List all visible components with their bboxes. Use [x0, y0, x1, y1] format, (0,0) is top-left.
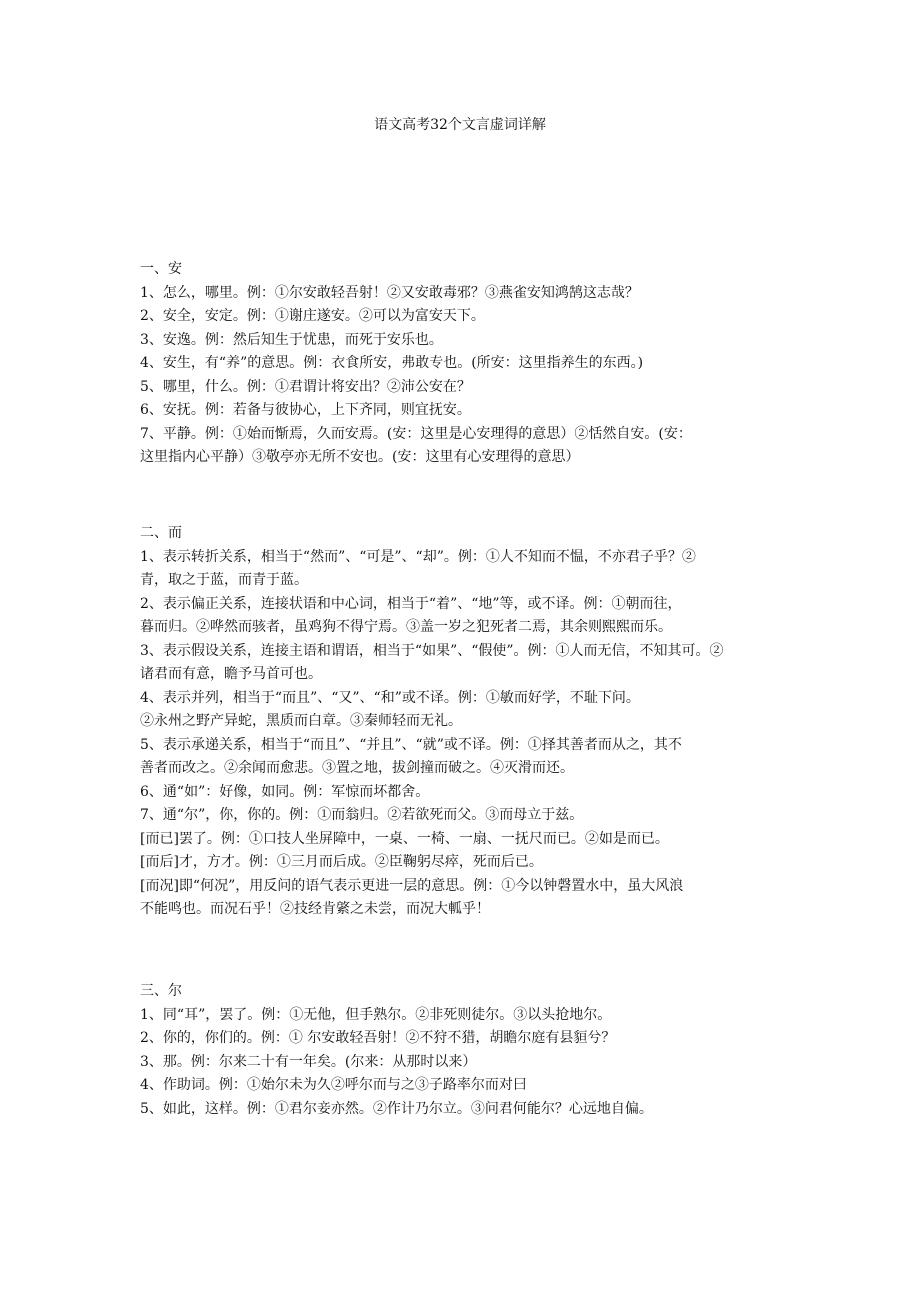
text-line: 善者而改之。②余闻而愈悲。③置之地，拔剑撞而破之。④灭滑而还。	[140, 760, 574, 776]
text-line: 5、表示承递关系，相当于“而且”、“并且”、“就”或不译。例：①择其善者而从之，其不	[140, 736, 682, 753]
text-line: [而况]即“何况”，用反问的语气表示更进一层的意思。例：①今以钟磬置水中，虽大风浪	[140, 877, 684, 894]
text-line: 3、那。例：尔来二十有一年矣。(尔来：从那时以来）	[140, 1053, 477, 1070]
text-line: 暮而归。②哗然而骇者，虽鸡狗不得宁焉。③盖一岁之犯死者二焉，其余则熙熙而乐。	[140, 619, 672, 635]
text-line: 3、安逸。例：然后知生于忧患，而死于安乐也。	[140, 331, 443, 348]
text-line: 4、作助词。例：①始尔未为久②呼尔而与之③子路率尔而对曰	[140, 1077, 527, 1093]
text-line: [而后]才，方才。例：①三月而后成。②臣鞠躬尽瘁，死而后已。	[140, 854, 543, 870]
section-er2	[140, 980, 788, 1121]
text-line: 2、表示偏正关系，连接状语和中心词，相当于“着”、“地”等，或不译。例：①朝而往，	[140, 595, 682, 612]
text-line: 不能鸣也。而况石乎！②技经肯綮之未尝，而况大軱乎！	[140, 901, 490, 917]
section-er	[140, 522, 788, 922]
text-line: 这里指内心平静）③敬亭亦无所不安也。(安：这里有心安理得的意思）	[140, 449, 580, 465]
text-line: 4、安生，有“养”的意思。例：衣食所安，弗敢专也。(所安：这里指养生的东西。)	[140, 355, 644, 371]
text-line: 5、如此，这样。例：①君尔妾亦然。②作计乃尔立。③问君何能尔？心远地自偏。	[140, 1100, 653, 1117]
text-line: ②永州之野产异蛇，黑质而白章。③秦师轻而无礼。	[140, 713, 462, 729]
section-heading: 二、而	[140, 525, 182, 541]
text-line: 7、平静。例：①始而惭焉，久而安焉。(安：这里是心安理得的意思）②恬然自安。(安：	[140, 425, 692, 442]
text-line: [而已]罢了。例：①口技人坐屏障中，一桌、一椅、一扇、一抚尺而已。②如是而已。	[140, 830, 669, 847]
section-an	[140, 258, 788, 470]
text-line: 3、表示假设关系，连接主语和谓语，相当于“如果”、“假使”。例：①人而无信，不知其可。②	[140, 642, 724, 659]
text-line: 5、哪里，什么。例：①君谓计将安出？②沛公安在？	[140, 378, 471, 395]
text-line: 7、通“尔”，你，你的。例：①而翁归。②若欲死而父。③而母立于兹。	[140, 807, 584, 823]
text-line: 2、安全，安定。例：①谢庄遂安。②可以为富安天下。	[140, 308, 485, 324]
section-heading: 一、安	[140, 261, 182, 277]
section-heading: 三、尔	[140, 983, 182, 999]
text-line: 2、你的，你们的。例：① 尔安敢轻吾射！②不狩不猎，胡瞻尔庭有县貆兮？	[140, 1030, 616, 1046]
text-line: 1、表示转折关系，相当于“然而”、“可是”、“却”。例：①人不知而不愠，不亦君子乎？②	[140, 548, 696, 565]
document-title: 语文高考32个文言虚词详解	[374, 117, 546, 133]
text-line: 诸君而有意，瞻予马首可也。	[140, 666, 322, 682]
text-line: 1、怎么，哪里。例：①尔安敢轻吾射！②又安敢毒邪？③燕雀安知鸿鹄这志哉？	[140, 284, 639, 301]
text-line: 青，取之于蓝，而青于蓝。	[140, 572, 308, 588]
text-line: 4、表示并列，相当于“而且”、“又”、“和”或不译。例：①敏而好学，不耻下问。	[140, 689, 640, 706]
text-line: 6、安抚。例：若备与彼协心，上下齐同，则宜抚安。	[140, 402, 471, 418]
text-line: 1、同“耳”，罢了。例：①无他，但手熟尔。②非死则徒尔。③以头抢地尔。	[140, 1006, 612, 1023]
text-line: 6、通“如”：好像，如同。例：军惊而坏都舍。	[140, 783, 430, 800]
